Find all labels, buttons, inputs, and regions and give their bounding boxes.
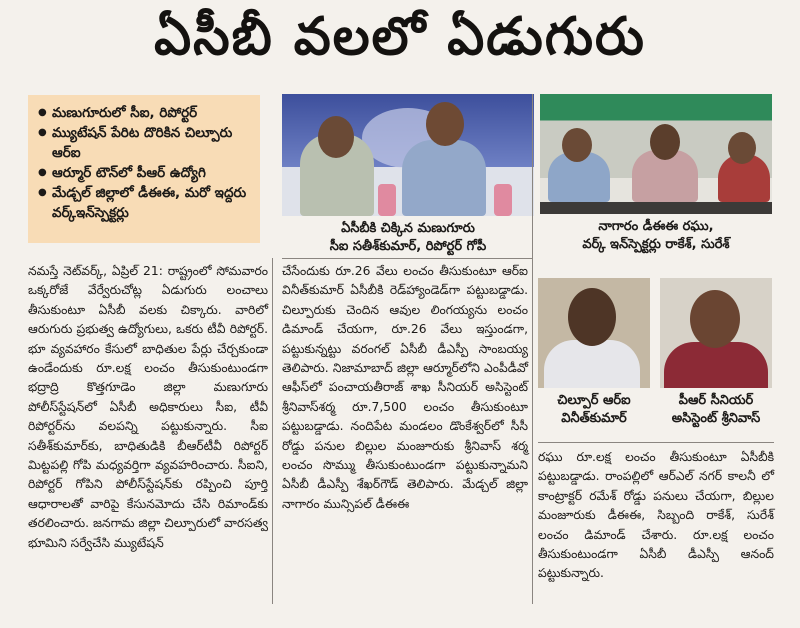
caption-line: వర్క్ ఇన్‌స్పెక్టర్లు రాకేశ్, సురేశ్ bbox=[582, 237, 730, 252]
article-text: చేసేందుకు రూ.26 వేలు లంచం తీసుకుంటూ ఆర్ఐ వినీత్‌కుమార్ ఏసీబీకి రెడ్‌హ్యాండెడ్‌గా పట్టుబడ్డాడు. చిల్పూరుకు చెందిన ఆవుల లింగయ్యను లంచం డిమాండ్ చేయగా, రూ.26 వేలు ఇస్తుండగా, పట్టుకున్నట్టు వరంగల్ ఏసీబీ డీఎస్పీ సాంబయ్య తెలిపారు. నిజామాబాద్ జిల్లా ఆర్మూర్‌లోని ఎంపీడీవో ఆఫీస్‌లో పంచాయతీరాజ్ శాఖ సీనియర్ అసిస్టెంట్ శ్రీనివాస్‌శర్మ రూ.7,500 లంచం తీసుకుంటూ పట్టుబడ్డాడు. నందిపేట మండలం డొంకేశ్వర్‌లో సీసీ రోడ్డు పనుల బిల్లుల మంజూరుకు శ్రీనివాస్ శర్మ లంచం సొమ్ము తీసుకుంటుండగా పట్టుకున్నామని ఏసీబీ డీఎస్పీ శేఖర్‌గౌడ్ తెలిపారు. మేడ్చల్ జిల్లా నాగారం మున్సిపల్ డీఈఈ bbox=[282, 264, 528, 511]
person-head bbox=[728, 132, 756, 164]
bottle bbox=[494, 184, 512, 216]
column-divider bbox=[272, 258, 273, 604]
photo-ri bbox=[538, 278, 650, 388]
section-divider bbox=[538, 442, 774, 443]
article-column-2 bbox=[282, 262, 528, 602]
article-column-3 bbox=[538, 448, 774, 606]
column-divider bbox=[532, 94, 533, 604]
section-divider bbox=[282, 258, 532, 259]
person-head bbox=[426, 102, 464, 146]
headline: ఏసీబీ వలలో ఏడుగురు bbox=[154, 6, 646, 67]
bottle bbox=[378, 184, 396, 216]
caption-line: అసిస్టెంట్ శ్రీనివాస్ bbox=[671, 411, 761, 426]
person-head bbox=[650, 124, 680, 160]
table bbox=[540, 202, 772, 214]
person-figure bbox=[544, 340, 640, 388]
highlight-item: ● మ్యుటేషన్ పేరిట దొరికిన చిల్పూరు ఆర్ఐ bbox=[38, 123, 250, 163]
photo-ci-reporter bbox=[282, 94, 534, 216]
article-column-1 bbox=[28, 262, 268, 602]
article-text: రఘు రూ.లక్ష లంచం తీసుకుంటూ ఏసీబీకి పట్టుబడ్డాడు. రాంపల్లిలో ఆర్‌ఎల్ నగర్ కాలనీ లో కాంట్రాక్టర్ రమేశ్ రోడ్డు పనులు చేయగా, బిల్లుల మంజూరుకు డీఈఈ, సిబ్బంది రాకేశ్, సురేశ్ లంచం డిమాండ్ చేశారు. రూ.లక్ష లంచం తీసుకుంటుండగా ఏసీబీ డీఎస్పీ ఆనంద్ పట్టుకున్నారు. bbox=[538, 450, 774, 581]
person-head bbox=[318, 116, 354, 158]
photo-caption bbox=[282, 220, 534, 256]
person-head bbox=[690, 290, 740, 348]
caption-line: సీఐ సతీశ్‌కుమార్, రిపోర్టర్ గోపీ bbox=[329, 239, 487, 254]
highlight-item: ● మేడ్చల్ జిల్లాలో డీఈఈ, మరో ఇద్దరు వర్క్ఇన్‌స్పెక్టర్లు bbox=[38, 183, 250, 223]
photo-pr-assistant bbox=[660, 278, 772, 388]
photo-caption bbox=[540, 218, 772, 254]
caption-line: నాగారం డీఈఈ రఘు, bbox=[598, 219, 714, 234]
highlight-item: ● మణుగూరులో సీఐ, రిపోర్టర్ bbox=[38, 103, 250, 123]
caption-line: ఏసీబీకి చిక్కిన మణుగూరు bbox=[341, 221, 475, 236]
article-text: నమస్తే నెట్‌వర్క్, ఏప్రిల్ 21: రాష్ట్రంలో సోమవారం ఒక్కరోజే వేర్వేరుచోట్ల ఏడుగురు లంచాలు తీసుకుంటూ ఏసీబీ వలకు చిక్కారు. వారిలో ఆరుగురు ప్రభుత్వ ఉద్యోగులు, ఒకరు టీవీ రిపోర్టర్. భూ వ్యవహారం కేసులో బాధితుల పేర్లు చేర్చకుండా ఉండేందుకు రూ.లక్ష లంచం తీసుకుంటుండగా భద్రాద్రి కొత్తగూడెం జిల్లా మణుగూరు పోలీస్‌స్టేషన్‌లో ఏసీబీ అధికారులు సీఐ, టీవీ రిపోర్టర్‌ను వలపన్ని పట్టుకున్నారు. సీఐ సతీశ్‌కుమార్‌కు, బాధితుడికి బీఆర్‌టీవీ రిపోర్టర్ మిట్టపల్లి గోపి మధ్యవర్తిగా వ్యవహరించారు. సీఐని, రిపోర్టర్ గోపిని పోలీస్‌స్టేషన్‌కు రప్పించి పూర్తి ఆధారాలతో వారిపై కేసునమోదు చేసి రిమాండ్‌కు తరలించారు. జనగామ జిల్లా చిల్పూరులో వారసత్వ భూమిని సర్వేచేసి మ్యుటేషన్ bbox=[28, 264, 268, 550]
highlight-item: ● ఆర్మూర్ టౌన్‌లో పీఆర్ ఉద్యోగి bbox=[38, 163, 250, 183]
person-figure bbox=[664, 342, 768, 388]
caption-line: పీఆర్ సీనియర్ bbox=[678, 393, 754, 408]
photo-dee-inspectors bbox=[540, 94, 772, 214]
person-head bbox=[562, 128, 592, 162]
person-figure bbox=[402, 140, 486, 216]
caption-line: వినీత్‌కుమార్ bbox=[561, 411, 627, 426]
photo-caption bbox=[660, 392, 772, 428]
photo-caption bbox=[538, 392, 650, 428]
highlights-box bbox=[28, 95, 260, 243]
person-head bbox=[568, 288, 616, 346]
caption-line: చిల్పూర్ ఆర్ఐ bbox=[557, 393, 631, 408]
